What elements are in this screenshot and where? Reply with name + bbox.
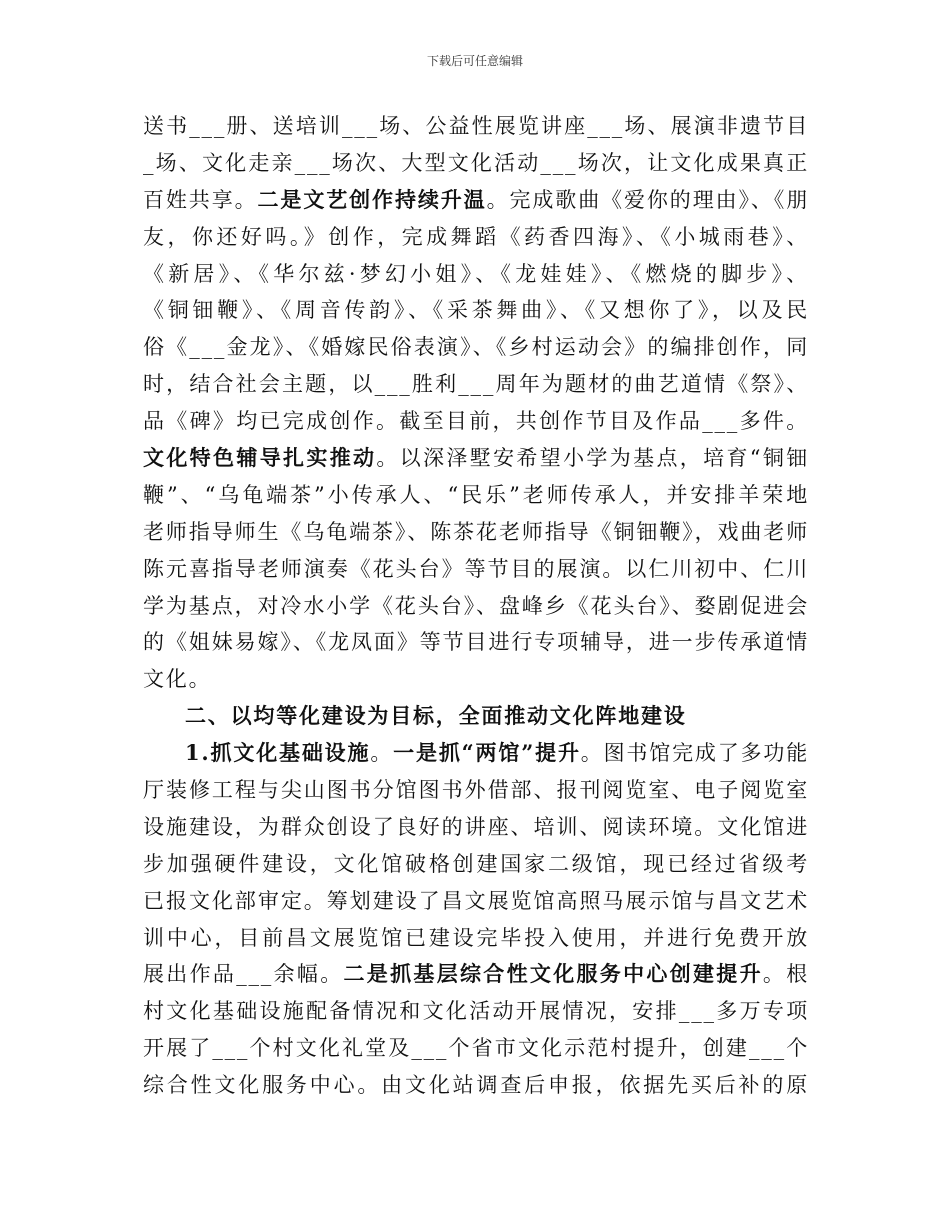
text-line: _场、文化走亲___场次、大型文化活动___场次，让文化成果真正 xyxy=(143,150,809,175)
text-line: 设施建设，为群众创设了良好的讲座、培训、阅读环境。文化馆进 xyxy=(143,814,809,839)
text-line: 训中心，目前昌文展览馆已建设完毕投入使用，并进行免费开放 xyxy=(143,925,809,950)
text-segment: 。图书馆完成了多功能 xyxy=(580,741,809,766)
section-heading xyxy=(143,698,809,735)
text-line xyxy=(143,182,809,219)
text-line: 综合性文化服务中心。由文化站调查后申报，依据先买后补的原 xyxy=(143,1073,809,1098)
text-line: 厅装修工程与尖山图书分馆图书外借部、报刊阅览室、电子阅览室 xyxy=(143,778,809,803)
text-line: 开展了___个村文化礼堂及___个省市文化示范村提升，创建___个 xyxy=(143,1036,809,1061)
text-line: 陈元喜指导老师演奏《花头台》等节目的展演。以仁川初中、仁川 xyxy=(143,556,809,581)
document-body xyxy=(143,108,809,1104)
text-segment: 。完成歌曲《爱你的理由》、《朋 xyxy=(486,187,809,212)
bold-text-segment: 二、以均等化建设为目标，全面推动文化阵地建设 xyxy=(185,703,687,729)
text-line xyxy=(143,440,809,477)
text-line: 文化。 xyxy=(143,667,212,692)
text-line xyxy=(143,735,809,772)
text-segment: 品《碑》均已完成创作。截至目前，共创作节目及作品___多件。 xyxy=(143,409,809,434)
bold-text-segment: 二是抓基层综合性文化服务中心创建提升 xyxy=(343,961,763,987)
text-line: 的《姐妹易嫁》、《龙凤面》等节目进行专项辅导，进一步传承道情 xyxy=(143,630,809,655)
text-line: 已报文化部审定。筹划建设了昌文展览馆高照马展示馆与昌文艺术 xyxy=(143,888,809,913)
bold-text-segment: 1.抓文化基础设施 xyxy=(185,740,371,766)
text-line: 俗《___金龙》、《婚嫁民俗表演》、《乡村运动会》的编排创作，同 xyxy=(143,335,809,360)
text-line: 鞭”、“乌龟端茶”小传承人、“民乐”老师传承人，并安排羊荣地 xyxy=(143,482,809,507)
text-line: 村文化基础设施配备情况和文化活动开展情况，安排___多万专项 xyxy=(143,999,809,1024)
text-line: 学为基点，对冷水小学《花头台》、盘峰乡《花头台》、婺剧促进会 xyxy=(143,593,809,618)
text-line: 时，结合社会主题，以___胜利___周年为题材的曲艺道情《祭》、 xyxy=(143,372,809,397)
text-segment: 。根 xyxy=(762,962,809,987)
page-header: 下载后可任意编辑 xyxy=(426,54,523,68)
text-line xyxy=(143,956,809,993)
text-segment: 展出作品___余幅。 xyxy=(143,962,344,987)
bold-text-segment: 一是抓“两馆”提升 xyxy=(393,740,581,766)
bold-text-segment: 二是文艺创作持续升温 xyxy=(257,186,487,212)
text-line: 老师指导师生《乌龟端茶》、陈茶花老师指导《铜钿鞭》，戏曲老师 xyxy=(143,519,809,544)
text-line: 友，你还好吗。》创作，完成舞蹈《药香四海》、《小城雨巷》、 xyxy=(143,224,809,249)
bold-text-segment: 文化特色辅导扎实推动 xyxy=(143,445,377,471)
text-segment: 。以深泽墅安希望小学为基点，培育“铜钿 xyxy=(376,446,809,471)
text-line: 《铜钿鞭》、《周音传韵》、《采茶舞曲》、《又想你了》，以及民 xyxy=(143,298,809,323)
text-line: 《新居》、《华尔兹·梦幻小姐》、《龙娃娃》、《燃烧的脚步》、 xyxy=(143,261,809,286)
text-segment: 百姓共享。 xyxy=(143,187,258,212)
text-line: 步加强硬件建设，文化馆破格创建国家二级馆，现已经过省级考 xyxy=(143,851,809,876)
text-line: 送书___册、送培训___场、公益性展览讲座___场、展演非遗节目 xyxy=(143,114,809,138)
text-line xyxy=(143,403,809,440)
text-segment: 。 xyxy=(370,741,394,766)
